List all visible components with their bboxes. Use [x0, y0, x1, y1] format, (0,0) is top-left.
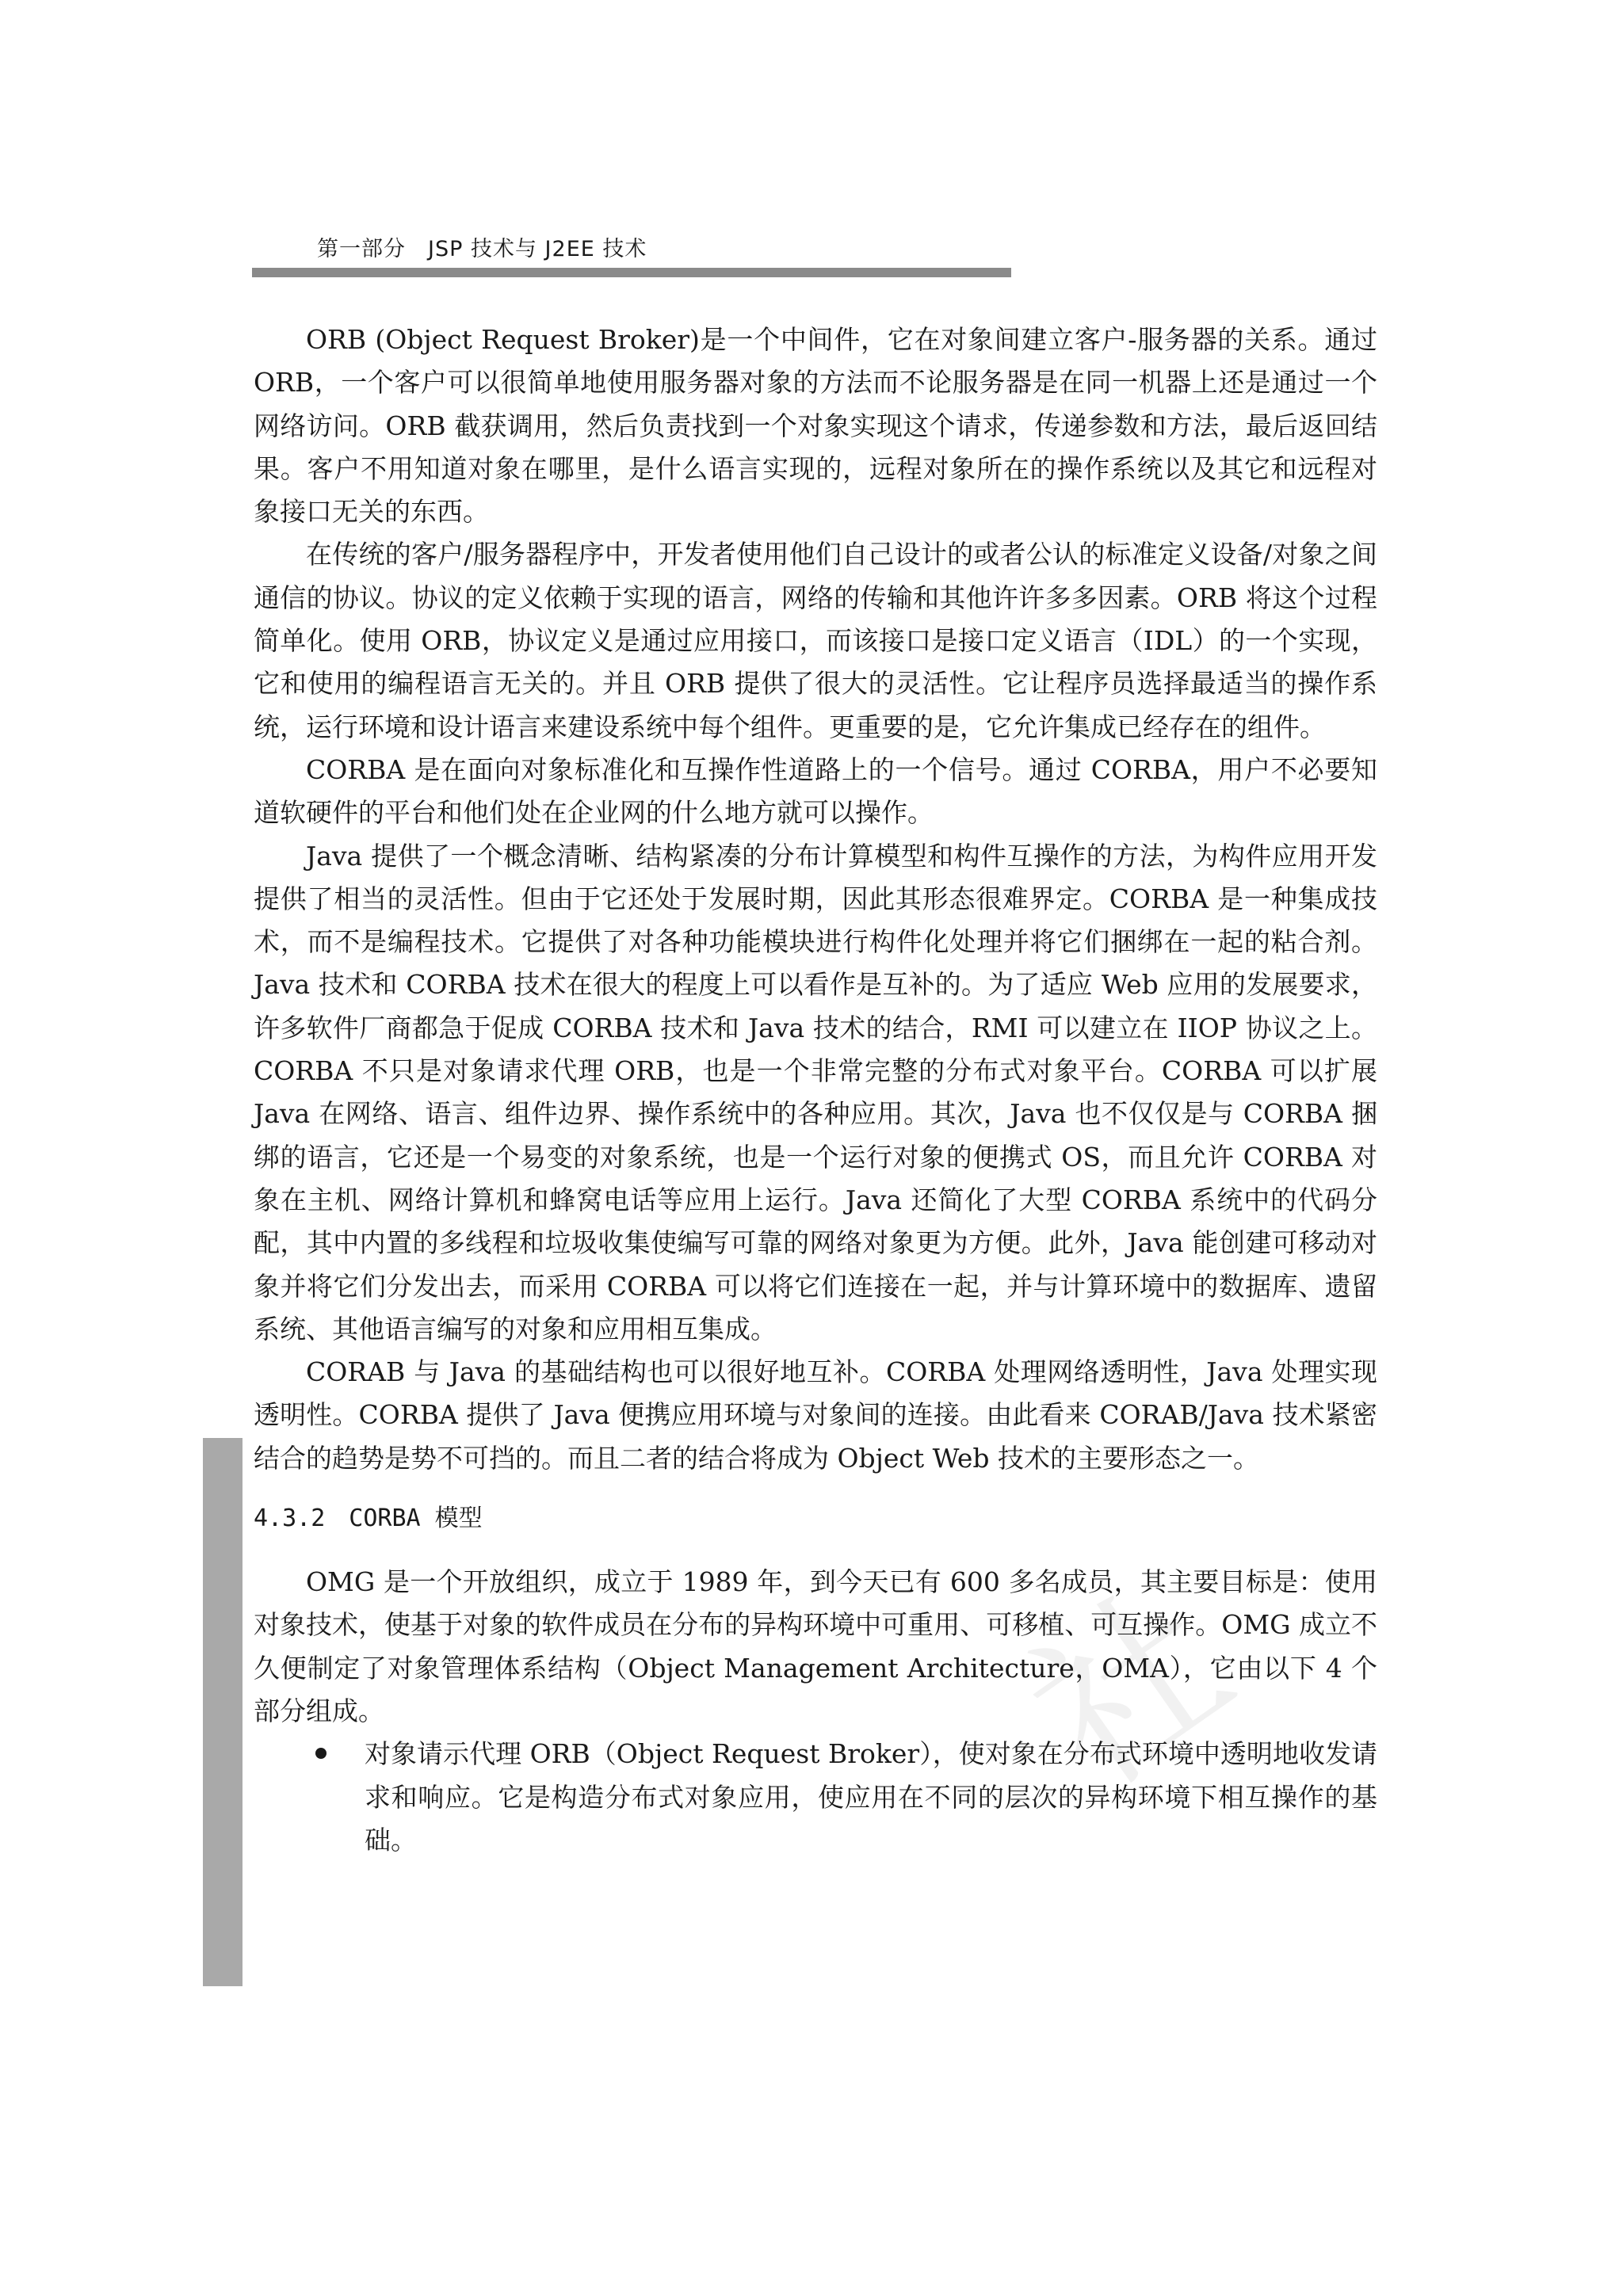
- oma-parts-list: [254, 1733, 1377, 1862]
- bullet-icon: [315, 1748, 327, 1759]
- paragraph-java-corba: Java 提供了一个概念清晰、结构紧凑的分布计算模型和构件互操作的方法，为构件应用开发提供了相当的灵活性。但由于它还处于发展时期，因此其形态很难界定。CORBA 是一种集成技术，而不是编程技术。它提供了对各种功能模块进行构件化处理并将它们捆绑在一起的粘合剂。Java 技术和 CORBA 技术在很大的程度上可以看作是互补的。为了适应 Web 应用的发展要求，许多软件厂商都急于促成 CORBA 技术和 Java 技术的结合，RMI 可以建立在 IIOP 协议之上。CORBA 不只是对象请求代理 ORB，也是一个非常完整的分布式对象平台。CORBA 可以扩展 Java 在网络、语言、组件边界、操作系统中的各种应用。其次，Java 也不仅仅是与 CORBA 捆绑的语言，它还是一个易变的对象系统，也是一个运行对象的便携式 OS，而且允许 CORBA 对象在主机、网络计算机和蜂窝电话等应用上运行。Java 还简化了大型 CORBA 系统中的代码分配，其中内置的多线程和垃圾收集使编写可靠的网络对象更为方便。此外，Java 能创建可移动对象并将它们分发出去，而采用 CORBA 可以将它们连接在一起，并与计算环境中的数据库、遗留系统、其他语言编写的对象和应用相互集成。: [254, 840, 1377, 1344]
- header-rule: [252, 268, 1011, 277]
- publisher-watermark: 社: [995, 1550, 1266, 1829]
- paragraph-corba-signal: CORBA 是在面向对象标准化和互操作性道路上的一个信号。通过 CORBA，用户不必要知道软硬件的平台和他们处在企业网的什么地方就可以操作。: [254, 753, 1377, 829]
- paragraph-omg-intro: OMG 是一个开放组织，成立于 1989 年，到今天已有 600 多名成员，其主要目标是：使用对象技术，使基于对象的软件成员在分布的异构环境中可重用、可移植、可互操作。OMG 成立不久便制定了对象管理体系结构（Object Management Architecture，OMA），它由以下 4 个部分组成。: [254, 1566, 1377, 1726]
- main-text: [254, 318, 1377, 1862]
- paragraph-orb-intro: ORB (Object Request Broker)是一个中间件，它在对象间建立客户-服务器的关系。通过 ORB，一个客户可以很简单地使用服务器对象的方法而不论服务器是在同一机器上还是通过一个网络访问。ORB 截获调用，然后负责找到一个对象实现这个请求，传递参数和方法，最后返回结果。客户不用知道对象在哪里，是什么语言实现的，远程对象所在的操作系统以及其它和远程对象接口无关的东西。: [254, 324, 1377, 528]
- section-heading: 4.3.2 CORBA 模型: [254, 1505, 483, 1533]
- margin-thumb-bar: [203, 1438, 242, 1986]
- running-head-title: 第一部分 JSP 技术与 J2EE 技术: [317, 237, 647, 261]
- list-item-text: 对象请示代理 ORB（Object Request Broker），使对象在分布式环境中透明地收发请求和响应。它是构造分布式对象应用，使应用在不同的层次的异构环境下相互操作的基础。: [365, 1738, 1377, 1855]
- paragraph-client-server: 在传统的客户/服务器程序中，开发者使用他们自己设计的或者公认的标准定义设备/对象之间通信的协议。协议的定义依赖于实现的语言，网络的传输和其他许许多多因素。ORB 将这个过程简单化。使用 ORB，协议定义是通过应用接口，而该接口是接口定义语言（IDL）的一个实现，它和使用的编程语言无关的。并且 ORB 提供了很大的灵活性。它让程序员选择最适当的操作系统，运行环境和设计语言来建设系统中每个组件。更重要的是，它允许集成已经存在的组件。: [254, 539, 1377, 742]
- paragraph-corab-java: CORAB 与 Java 的基础结构也可以很好地互补。CORBA 处理网络透明性，Java 处理实现透明性。CORBA 提供了 Java 便携应用环境与对象间的连接。由此看来 CORAB/Java 技术紧密结合的趋势是势不可挡的。而且二者的结合将成为 Object Web 技术的主要形态之一。: [254, 1356, 1377, 1474]
- list-item: [254, 1733, 1377, 1862]
